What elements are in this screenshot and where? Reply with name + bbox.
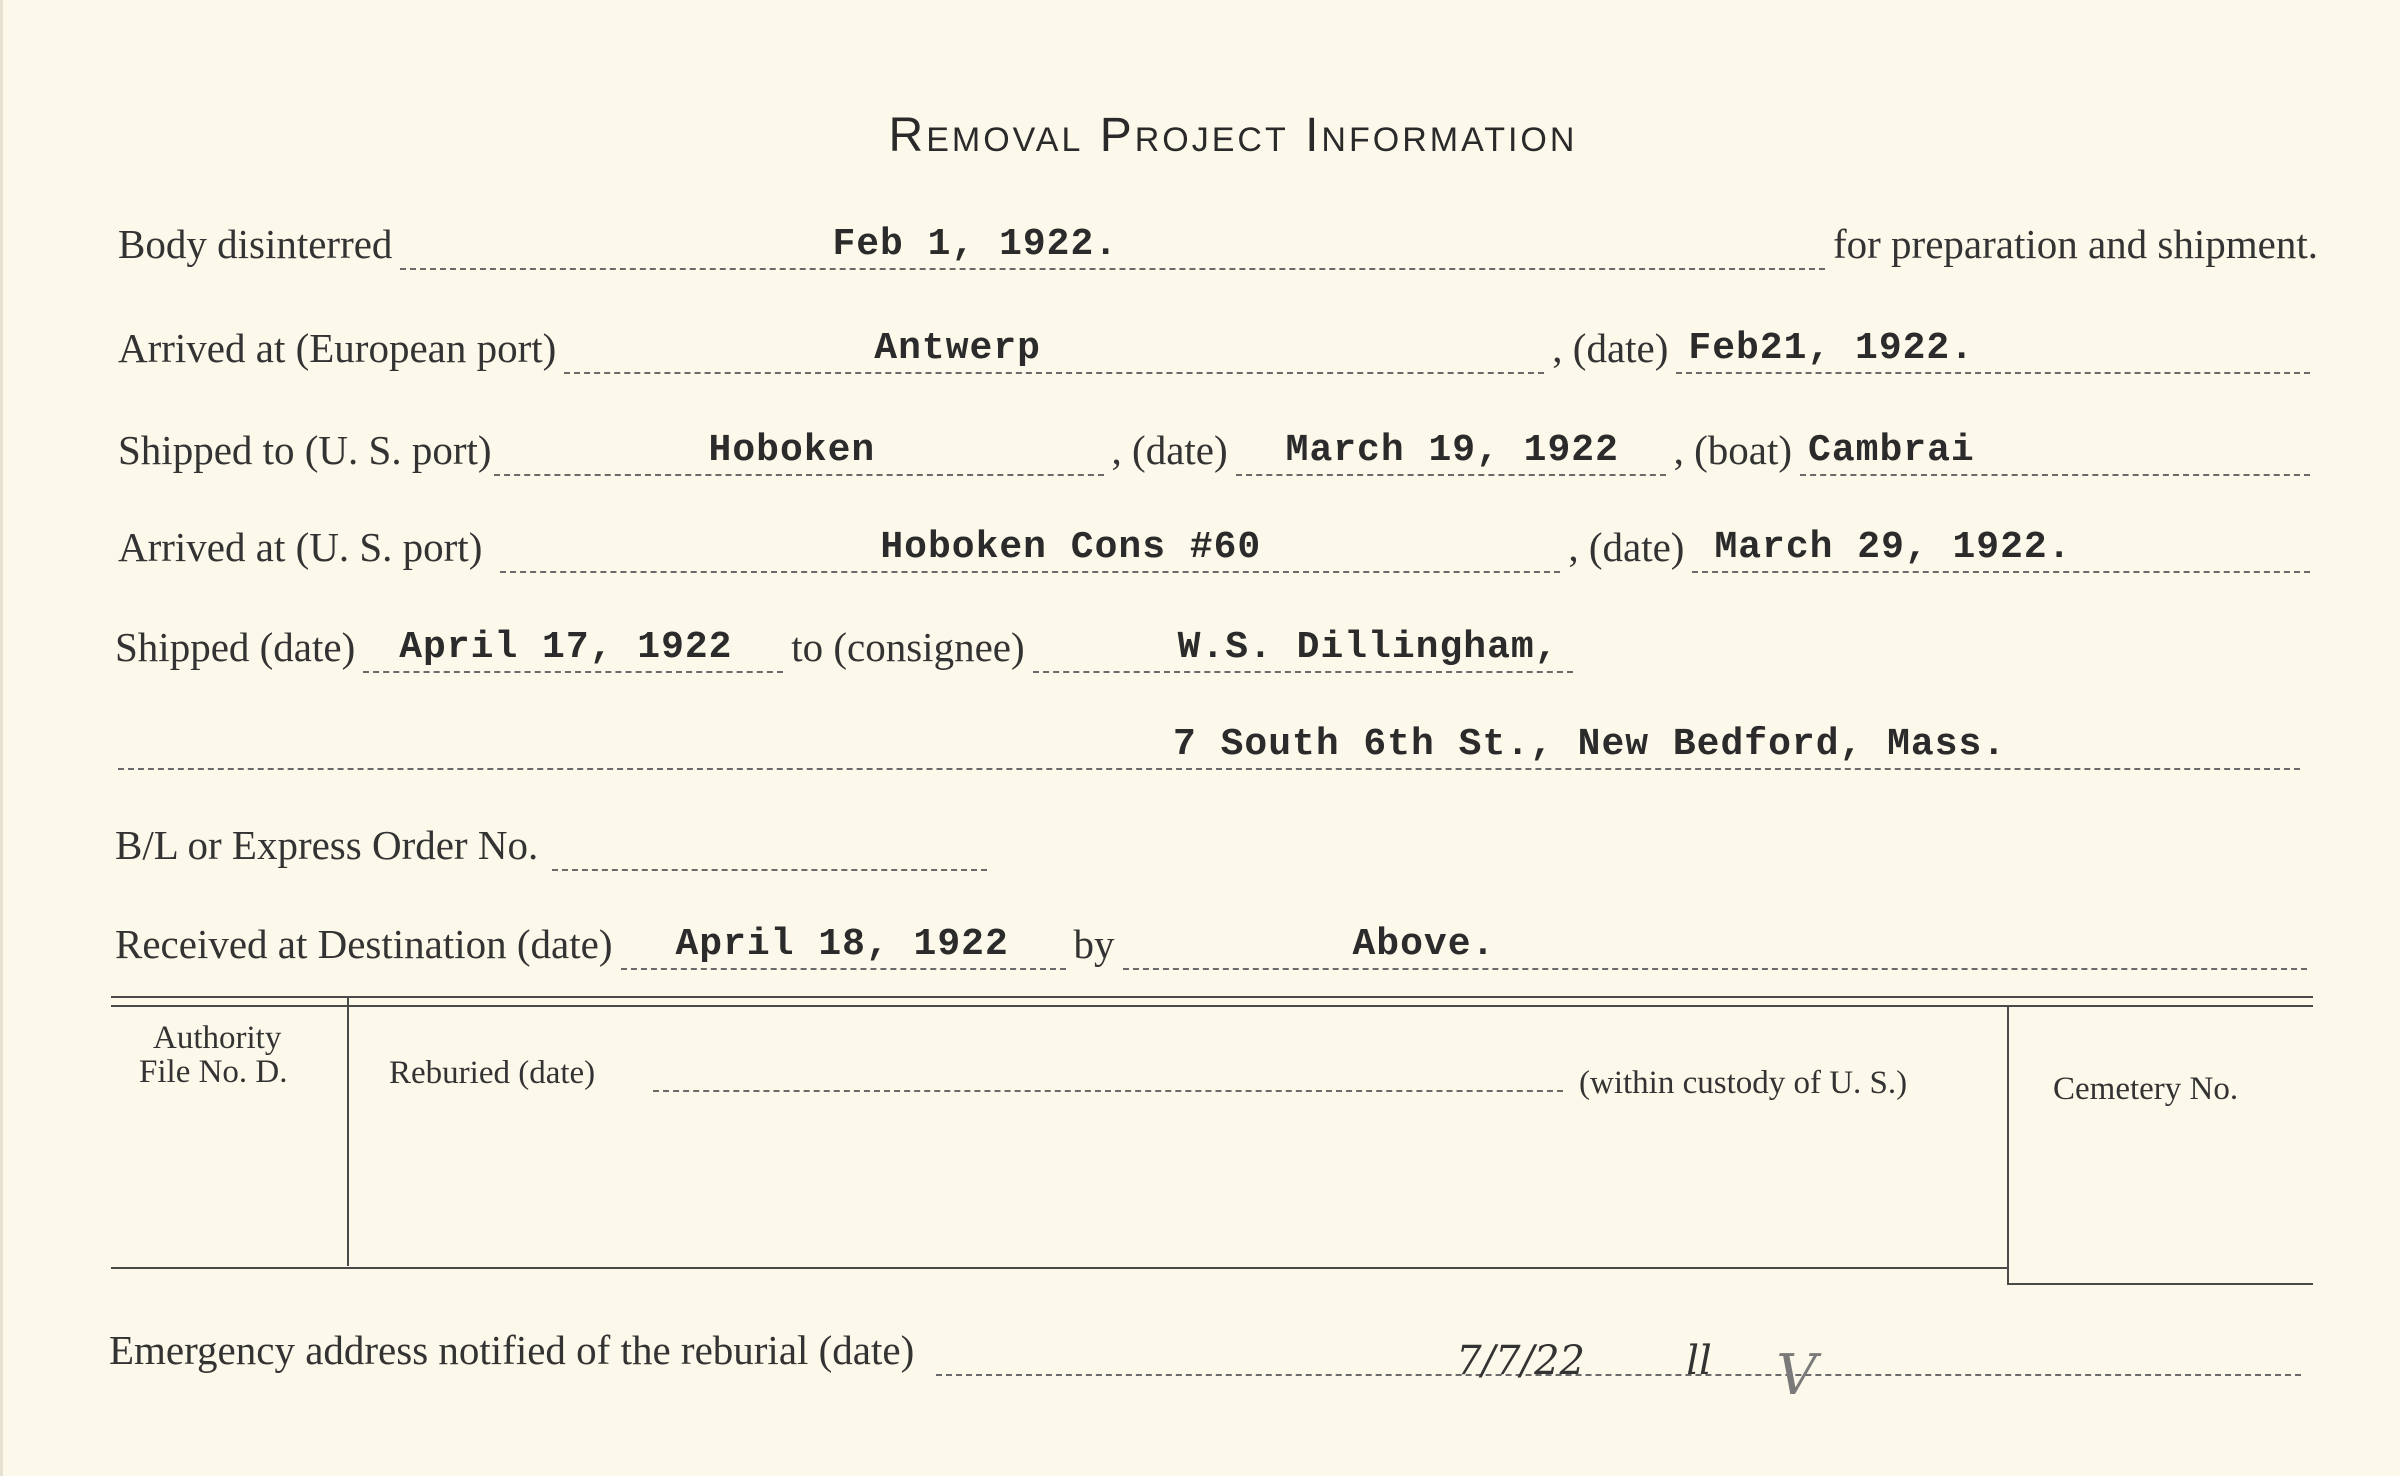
field-disinterred-date[interactable] [400,220,1825,270]
field-address[interactable] [118,720,2300,770]
value-boat: Cambrai [1808,429,1975,472]
label-received-by: by [1073,921,1115,967]
value-emergency-date: 7/7/22 [1456,1338,1585,1384]
value-european-date: Feb21, 1922. [1688,327,1975,370]
value-arrived-us-date: March 29, 1922. [1714,526,2072,569]
row-emergency [109,1320,2309,1408]
row-european-port [118,318,2318,374]
label-shipped-date-2: Shipped (date) [115,624,356,670]
value-european-port: Antwerp [874,327,1041,370]
field-consignee[interactable] [1033,623,1573,673]
field-bl[interactable] [552,821,987,871]
label-european-port: Arrived at (European port) [118,325,557,371]
field-arrived-us-port[interactable] [500,523,1560,573]
label-received: Received at Destination (date) [115,921,613,967]
field-reburied-date[interactable] [653,1046,1563,1092]
field-european-date[interactable] [1676,324,2310,374]
value-us-port: Hoboken [708,429,876,472]
label-body-disinterred: Body disinterred [118,221,393,267]
field-boat[interactable] [1800,426,2310,476]
row-address [118,714,2308,770]
box-top-line-2 [111,1005,2313,1007]
box-bottom-line [111,1267,2009,1269]
label-consignee: to (consignee) [791,624,1025,670]
row-shipped-consignee [115,617,2315,673]
label-authority: Authority [153,1020,282,1056]
value-shipped-date: March 19, 1922 [1285,429,1619,472]
value-emergency-mark: V [1776,1343,1817,1408]
row-shipped-to [118,420,2318,476]
value-received-date: April 18, 1922 [675,923,1009,966]
label-european-date: , (date) [1552,325,1669,371]
label-arrived-us-date: , (date) [1568,524,1685,570]
value-address: 7 South 6th St., New Bedford, Mass. [1173,723,2007,766]
row-body-disinterred [118,214,2318,270]
field-received-date[interactable] [621,920,1066,970]
field-us-port[interactable] [494,426,1104,476]
label-emergency: Emergency address notified of the reburial (date) [109,1327,915,1373]
label-file-no: File No. D. [139,1054,288,1090]
value-consignee: W.S. Dillingham, [1177,626,1559,669]
field-emergency-date[interactable] [936,1326,2301,1408]
card-title: Removal Project Information [888,109,1578,162]
field-arrived-us-date[interactable] [1692,523,2310,573]
field-received-by[interactable] [1123,920,2308,970]
label-boat: , (boat) [1673,427,1793,473]
label-arrived-us: Arrived at (U. S. port) [118,524,483,570]
label-custody: (within custody of U. S.) [1579,1065,1908,1101]
label-bl: B/L or Express Order No. [115,822,539,868]
label-shipped-date: , (date) [1111,427,1228,473]
value-shipped-date-2: April 17, 1922 [399,626,733,669]
box-divider-left [347,996,349,1266]
row-arrived-us [118,517,2318,573]
field-european-port[interactable] [564,324,1544,374]
label-reburied: Reburied (date) [389,1055,596,1091]
label-shipped-to: Shipped to (U. S. port) [118,427,492,473]
row-bl [115,815,995,871]
box-divider-right [2007,1005,2009,1283]
field-shipped-date[interactable] [1236,426,1666,476]
box-bottom-line-right [2007,1283,2313,1285]
box-top-line-1 [111,996,2313,998]
label-cemetery-no: Cemetery No. [2053,1071,2239,1107]
row-received [115,914,2315,970]
value-arrived-us-port: Hoboken Cons #60 [880,526,1262,569]
value-received-by: Above. [1352,923,1496,966]
label-preparation-shipment: for preparation and shipment. [1832,221,2318,267]
value-disinterred-date: Feb 1, 1922. [832,223,1119,266]
field-shipped-date-2[interactable] [363,623,783,673]
value-emergency-initials: ll [1686,1338,1712,1384]
